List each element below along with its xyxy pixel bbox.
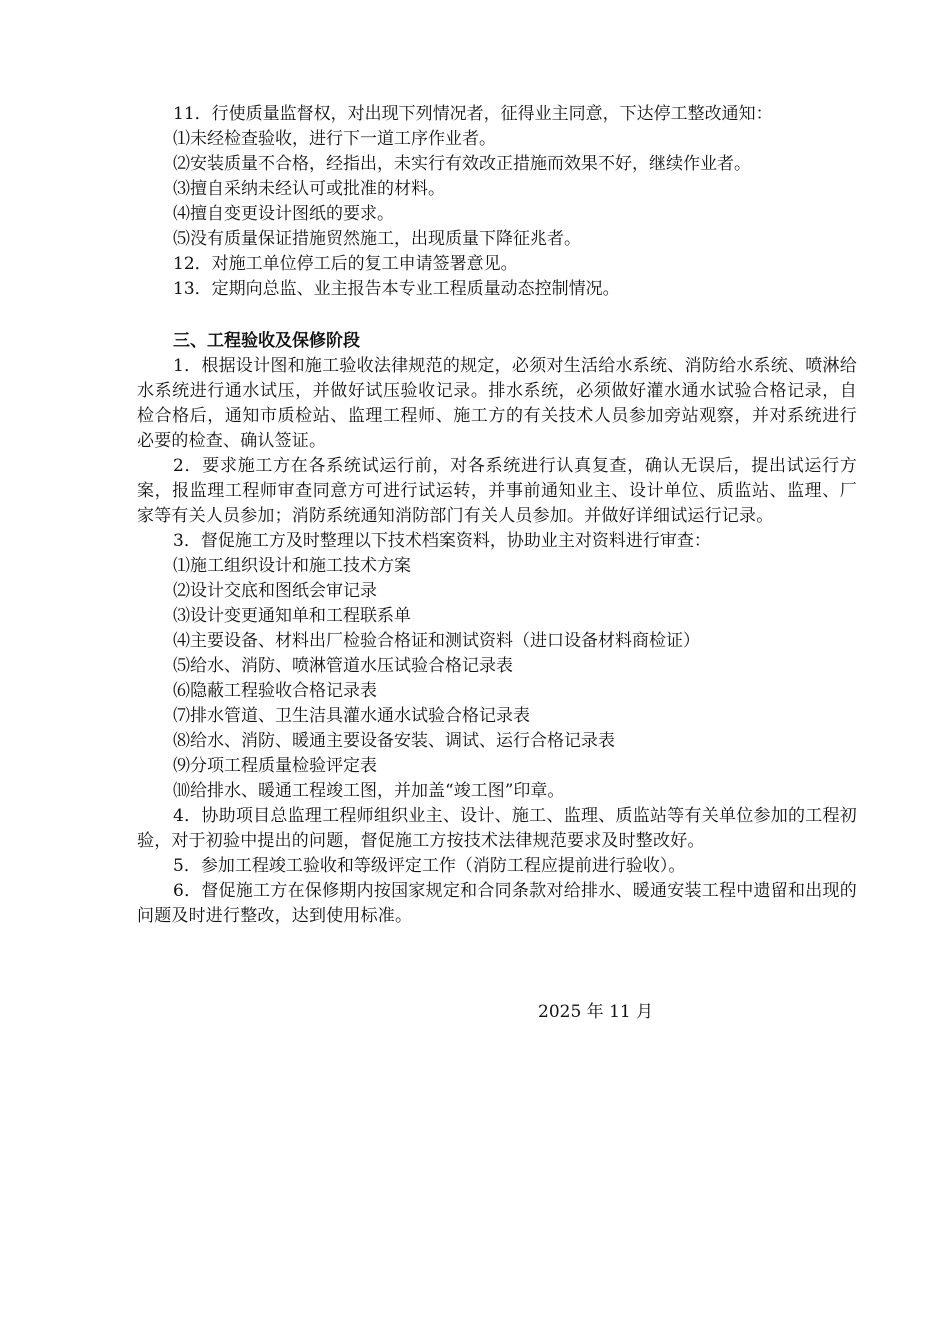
doc-item-5: ⑸给水、消防、喷淋管道水压试验合格记录表 xyxy=(173,656,513,676)
sub-item-3: ⑶擅自采纳未经认可或批准的材料。 xyxy=(173,179,445,199)
doc-item-10: ⑽给排水、暖通工程竣工图，并加盖“竣工图”印章。 xyxy=(173,781,565,801)
paragraph-4: 4．协助项目总监理工程师组织业主、设计、施工、监理、质监站等有关单位参加的工程初验，对于初验中提出的问题，督促施工方按技术法律规范要求及时整改好。 xyxy=(137,806,857,851)
paragraph-3: 3．督促施工方及时整理以下技术档案资料，协助业主对资料进行审查： xyxy=(173,531,711,551)
paragraph-5: 5．参加工程竣工验收和等级评定工作（消防工程应提前进行验收）。 xyxy=(173,856,686,876)
doc-item-8: ⑻给水、消防、暖通主要设备安装、调试、运行合格记录表 xyxy=(173,731,615,751)
paragraph-1: 1．根据设计图和施工验收法律规范的规定，必须对生活给水系统、消防给水系统、喷淋给水系统进行通水试压，并做好试压验收记录。排水系统，必须做好灌水通水试验合格记录，自检合格后，通知市质检站、监理工程师、施工方的有关技术人员参加旁站观察，并对系统进行必要的检查、确认签证。 xyxy=(137,356,857,451)
paragraph-2: 2．要求施工方在各系统试运行前，对各系统进行认真复查，确认无误后，提出试运行方案，报监理工程师审查同意方可进行试运转，并事前通知业主、设计单位、质监站、监理、厂家等有关人员参加；消防系统通知消防部门有关人员参加。并做好详细试运行记录。 xyxy=(137,456,857,526)
doc-item-1: ⑴施工组织设计和施工技术方案 xyxy=(173,556,411,576)
item-12: 12．对施工单位停工后的复工申请签署意见。 xyxy=(173,254,518,274)
paragraph-6: 6．督促施工方在保修期内按国家规定和合同条款对给排水、暖通安装工程中遗留和出现的问题及时进行整改，达到使用标准。 xyxy=(137,881,857,926)
sub-item-2: ⑵安装质量不合格，经指出，未实行有效改正措施而效果不好，继续作业者。 xyxy=(173,154,751,174)
sub-item-4: ⑷擅自变更设计图纸的要求。 xyxy=(173,204,394,224)
doc-item-7: ⑺排水管道、卫生洁具灌水通水试验合格记录表 xyxy=(173,706,530,726)
doc-item-4: ⑷主要设备、材料出厂检验合格证和测试资料（进口设备材料商检证） xyxy=(173,631,700,651)
item-13: 13．定期向总监、业主报告本专业工程质量动态控制情况。 xyxy=(173,279,620,299)
section-heading: 三、工程验收及保修阶段 xyxy=(173,331,360,351)
doc-item-3: ⑶设计变更通知单和工程联系单 xyxy=(173,606,411,626)
sub-item-1: ⑴未经检查验收，进行下一道工序作业者。 xyxy=(173,129,496,149)
document-body xyxy=(137,102,857,929)
sub-item-5: ⑸没有质量保证措施贸然施工，出现质量下降征兆者。 xyxy=(173,229,581,249)
doc-item-2: ⑵设计交底和图纸会审记录 xyxy=(173,581,377,601)
doc-item-6: ⑹隐蔽工程验收合格记录表 xyxy=(173,681,377,701)
document-date: 2025 年 11 月 xyxy=(538,1002,654,1022)
item-11: 11．行使质量监督权，对出现下列情况者，征得业主同意，下达停工整改通知： xyxy=(173,104,773,124)
doc-item-9: ⑼分项工程质量检验评定表 xyxy=(173,756,377,776)
